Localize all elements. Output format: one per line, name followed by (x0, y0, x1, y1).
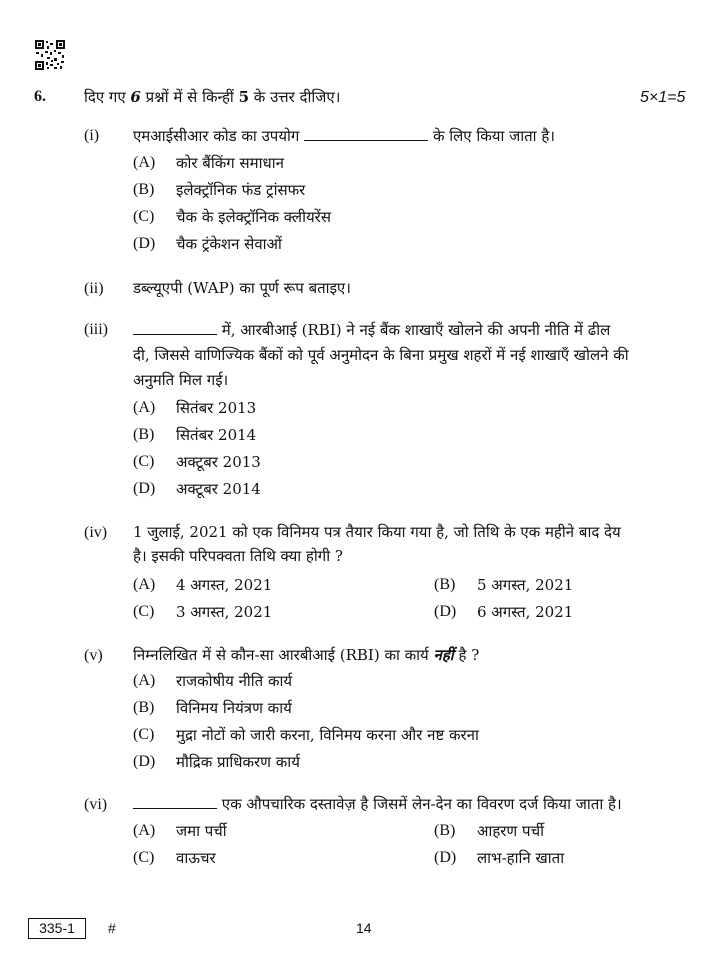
option-text: 4 अगस्त, 2021 (176, 576, 273, 594)
option-text: इलेक्ट्रॉनिक फंड ट्रांसफर (176, 181, 306, 199)
option-text: मौद्रिक प्राधिकरण कार्य (176, 753, 300, 771)
question-number: 6. (34, 88, 46, 105)
item-label: (i) (84, 127, 100, 144)
option-label: (C) (133, 726, 155, 743)
question-instruction: दिए गए 6 प्रश्नों में से किन्हीं 5 के उत्तर दीजिए। (84, 88, 341, 106)
option-text: सितंबर 2014 (176, 426, 257, 444)
option-text: जमा पर्ची (176, 822, 227, 840)
option-label: (D) (133, 480, 156, 497)
option-label: (B) (434, 822, 456, 839)
option-label: (C) (133, 849, 155, 866)
option-text: सितंबर 2013 (176, 399, 257, 417)
option-text: राजकोषीय नीति कार्य (176, 672, 293, 690)
option-label: (D) (434, 849, 457, 866)
page-number: 14 (356, 920, 372, 936)
item-label: (ii) (84, 280, 104, 297)
item-text-line: है। इसकी परिपक्वता तिथि क्या होगी ? (133, 547, 343, 565)
option-label: (B) (434, 576, 456, 593)
option-text: चैक ट्रंकेशन सेवाओं (176, 235, 282, 253)
item-label: (iv) (84, 524, 108, 541)
item-text-line: अनुमति मिल गई। (133, 371, 229, 389)
option-label: (D) (133, 235, 156, 252)
option-label: (C) (133, 208, 155, 225)
option-label: (B) (133, 426, 155, 443)
footer-hash: # (108, 920, 116, 936)
option-label: (C) (133, 453, 155, 470)
qr-code (35, 40, 65, 70)
option-label: (B) (133, 699, 155, 716)
option-text: कोर बैंकिंग समाधान (176, 154, 284, 172)
item-text: निम्नलिखित में से कौन-सा आरबीआई (RBI) का कार्य नहीं है ? (133, 646, 480, 664)
option-text: अक्टूबर 2014 (176, 480, 261, 498)
option-text: लाभ-हानि खाता (477, 849, 565, 867)
option-text: आहरण पर्ची (477, 822, 544, 840)
option-text: 5 अगस्त, 2021 (477, 576, 574, 594)
item-label: (iii) (84, 321, 108, 338)
item-text: एमआईसीआर कोड का उपयोग के लिए किया जाता है। (133, 127, 555, 145)
option-label: (D) (434, 603, 457, 620)
option-text: 6 अगस्त, 2021 (477, 603, 574, 621)
item-text-line: 1 जुलाई, 2021 को एक विनिमय पत्र तैयार किया गया है, जो तिथि के एक महीने बाद देय (133, 523, 621, 541)
option-text: वाऊचर (176, 849, 216, 867)
option-text: मुद्रा नोटों को जारी करना, विनिमय करना और नष्ट करना (176, 726, 479, 744)
option-label: (A) (133, 154, 156, 171)
item-text: एक औपचारिक दस्तावेज़ है जिसमें लेन-देन का विवरण दर्ज किया जाता है। (133, 794, 622, 815)
option-label: (A) (133, 672, 156, 689)
paper-code: 335-1 (28, 918, 86, 939)
item-label: (vi) (84, 796, 108, 813)
item-text-line: दी, जिससे वाणिज्यिक बैंकों को पूर्व अनुमोदन के बिना प्रमुख शहरों में नई शाखाएँ खोलने की (133, 346, 629, 364)
option-label: (A) (133, 399, 156, 416)
option-text: अक्टूबर 2013 (176, 453, 261, 471)
option-text: विनिमय नियंत्रण कार्य (176, 699, 292, 717)
item-text-line: में, आरबीआई (RBI) ने नई बैंक शाखाएँ खोलने की अपनी नीति में ढील (133, 320, 610, 341)
option-text: चैक के इलेक्ट्रॉनिक क्लीयरेंस (176, 208, 331, 226)
option-label: (B) (133, 181, 155, 198)
item-text: डब्ल्यूएपी (WAP) का पूर्ण रूप बताइए। (133, 279, 351, 297)
item-label: (v) (84, 647, 103, 664)
option-text: 3 अगस्त, 2021 (176, 603, 273, 621)
option-label: (D) (133, 753, 156, 770)
option-label: (A) (133, 576, 156, 593)
option-label: (C) (133, 603, 155, 620)
question-marks: 5×1=5 (640, 89, 686, 106)
option-label: (A) (133, 822, 156, 839)
